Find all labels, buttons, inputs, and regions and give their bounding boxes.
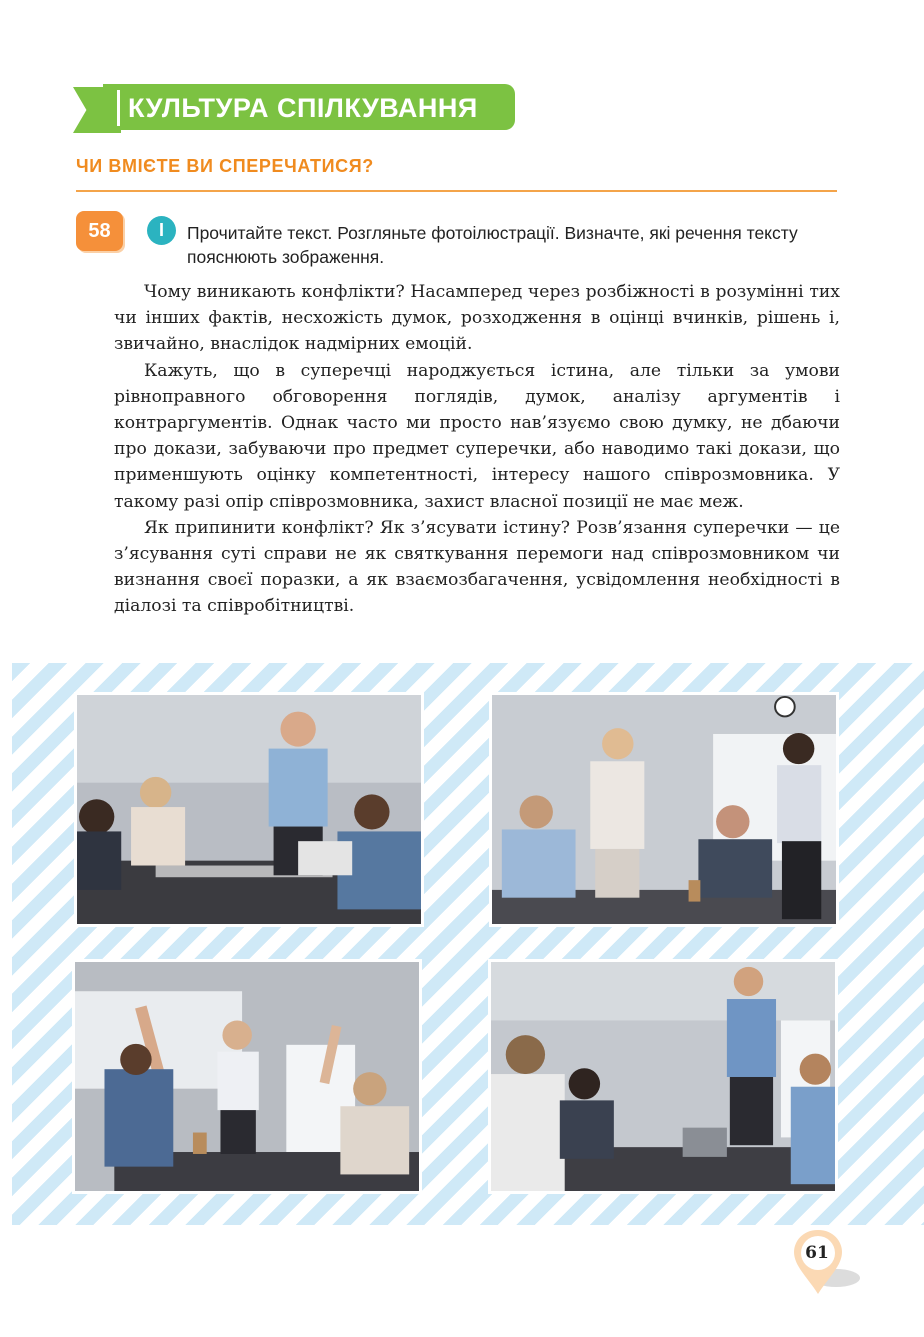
section-divider bbox=[76, 190, 837, 192]
paragraph: Як припинити конфлікт? Як з’ясувати істину? Розв’язання суперечки — це з’ясування суті справи не як святкування перемоги над співрозмовником чи визнання своєї поразки, а як взаємозбагачення, усвідомлення необхідності в діалозі та співробітництві. bbox=[114, 517, 840, 617]
paragraph: Кажуть, що в суперечці народжується істина, але тільки за умови рівноправного обговорення поглядів, думок, аналізу аргументів і контраргументів. Однак часто ми просто нав’язуємо свою думку, не дбаючи про докази, забуваючи про предмет суперечки, або наводимо такі докази, що применшують оцінку компетентності, інтересу нашого співрозмовника. У такому разі опір співрозмовника, захист власної позиції не має меж. bbox=[114, 360, 840, 512]
paragraph: Чому виникають конфлікти? Насамперед через розбіжності в розумінні тих чи інших фактів, несхожість думок, розходження в оцінці вчинків, рішень і, звичайно, внаслідок надмірних емоцій. bbox=[114, 282, 840, 355]
page-number: 61 bbox=[805, 1243, 829, 1263]
section-subtitle: ЧИ ВМІЄТЕ ВИ СПЕРЕЧАТИСЯ? bbox=[76, 156, 374, 176]
chapter-title: КУЛЬТУРА СПІЛКУВАННЯ bbox=[117, 90, 509, 126]
photo-team-voting bbox=[72, 959, 422, 1194]
reading-text bbox=[114, 279, 840, 620]
photo-calm-meeting bbox=[74, 692, 424, 927]
page-number-marker bbox=[788, 1226, 862, 1300]
chapter-title-banner bbox=[73, 84, 515, 134]
info-icon: І bbox=[147, 216, 176, 245]
exercise-number-badge: 58 bbox=[76, 211, 123, 251]
photo-heated-argument bbox=[489, 692, 839, 927]
exercise-instruction: Прочитайте текст. Розгляньте фотоілюстрації. Визначте, які речення тексту пояснюють зображення. bbox=[187, 223, 798, 267]
photo-presentation-applause bbox=[488, 959, 838, 1194]
